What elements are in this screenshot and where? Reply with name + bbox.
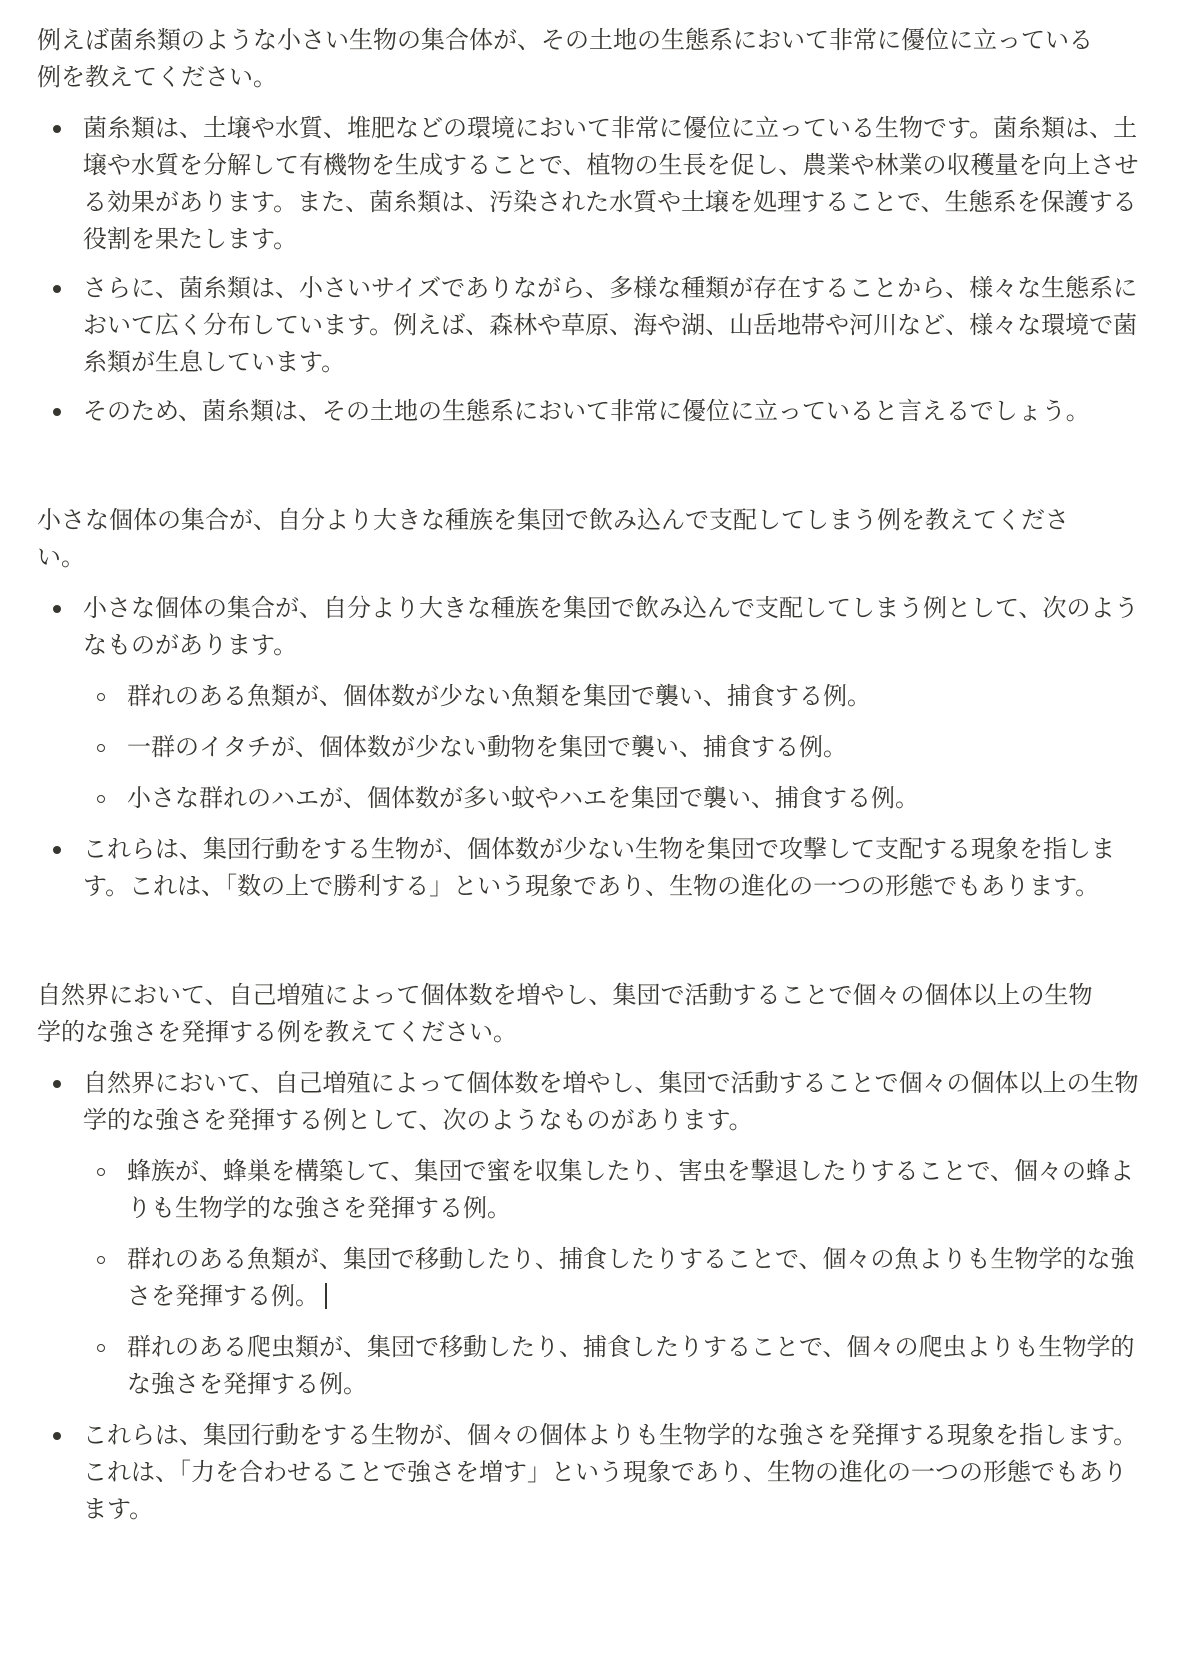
answer-list <box>37 1065 1139 1528</box>
answer-bullet <box>37 1065 1141 1403</box>
answer-list <box>37 110 1139 430</box>
example-item-text[interactable]: 群れのある魚類が、集団で移動したり、捕食したりすることで、個々の魚よりも生物学的な強さを発揮する例。 <box>127 1245 1135 1310</box>
answer-list <box>37 590 1139 905</box>
example-list <box>83 1153 1141 1403</box>
example-item: 群れのある魚類が、個体数が少ない魚類を集団で襲い、捕食する例。 <box>83 678 1141 715</box>
answer-bullet: これらは、集団行動をする生物が、個々の個体よりも生物学的な強さを発揮する現象を指します。これは、「力を合わせることで強さを増す」という現象であり、生物の進化の一つの形態でもあります。 <box>37 1417 1141 1528</box>
answer-bullet <box>37 590 1141 817</box>
example-item: 蜂族が、蜂巣を構築して、集団で蜜を収集したり、害虫を撃退したりすることで、個々の蜂よりも生物学的な強さを発揮する例。 <box>83 1153 1141 1227</box>
example-item[interactable] <box>83 1241 1141 1315</box>
answer-intro: 自然界において、自己増殖によって個体数を増やし、集団で活動することで個々の個体以上の生物学的な強さを発揮する例として、次のようなものがあります。 <box>83 1069 1139 1134</box>
example-list <box>83 678 1141 817</box>
question-text: 小さな個体の集合が、自分より大きな種族を集団で飲み込んで支配してしまう例を教えてください。 <box>37 506 1069 571</box>
qa-section-1 <box>37 22 1139 430</box>
text-cursor <box>325 1283 327 1309</box>
answer-bullet: そのため、菌糸類は、その土地の生態系において非常に優位に立っていると言えるでしょう。 <box>37 393 1141 430</box>
qa-section-2 <box>37 502 1139 905</box>
question-text: 自然界において、自己増殖によって個体数を増やし、集団で活動することで個々の個体以上の生物学的な強さを発揮する例を教えてください。 <box>37 981 1093 1046</box>
answer-bullet: これらは、集団行動をする生物が、個体数が少ない生物を集団で攻撃して支配する現象を指します。これは、「数の上で勝利する」という現象であり、生物の進化の一つの形態でもあります。 <box>37 831 1141 905</box>
example-item: 群れのある爬虫類が、集団で移動したり、捕食したりすることで、個々の爬虫よりも生物学的な強さを発揮する例。 <box>83 1329 1141 1403</box>
answer-intro: 小さな個体の集合が、自分より大きな種族を集団で飲み込んで支配してしまう例として、次のようなものがあります。 <box>83 594 1139 659</box>
qa-section-3 <box>37 977 1139 1528</box>
question-text: 例えば菌糸類のような小さい生物の集合体が、その土地の生態系において非常に優位に立っている例を教えてください。 <box>37 26 1093 91</box>
example-item: 一群のイタチが、個体数が少ない動物を集団で襲い、捕食する例。 <box>83 729 1141 766</box>
example-item: 小さな群れのハエが、個体数が多い蚊やハエを集団で襲い、捕食する例。 <box>83 780 1141 817</box>
answer-bullet: 菌糸類は、土壌や水質、堆肥などの環境において非常に優位に立っている生物です。菌糸類は、土壌や水質を分解して有機物を生成することで、植物の生長を促し、農業や林業の収穫量を向上させる効果があります。また、菌糸類は、汚染された水質や土壌を処理することで、生態系を保護する役割を果たします。 <box>37 110 1141 258</box>
answer-bullet: さらに、菌糸類は、小さいサイズでありながら、多様な種類が存在することから、様々な生態系において広く分布しています。例えば、森林や草原、海や湖、山岳地帯や河川など、様々な環境で菌糸類が生息しています。 <box>37 270 1141 381</box>
